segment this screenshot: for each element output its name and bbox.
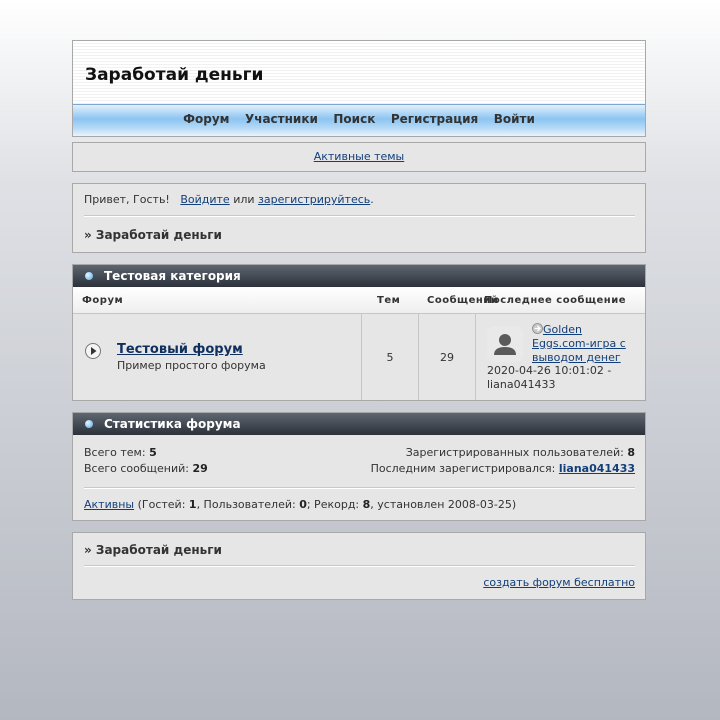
avatar-icon — [487, 326, 523, 362]
category-title: Тестовая категория — [104, 269, 241, 283]
create-forum-link[interactable]: создать форум бесплатно — [483, 576, 635, 589]
forum-topics-count: 5 — [386, 351, 394, 364]
guests-label: (Гостей: — [137, 498, 186, 511]
forum-link[interactable]: Тестовый форум — [117, 342, 243, 357]
forum-status-icon — [84, 342, 102, 360]
active-topics-link[interactable]: Активные темы — [313, 150, 405, 163]
record-label: ; Рекорд: — [306, 498, 360, 511]
users-value: 0 — [299, 498, 307, 511]
category-table — [72, 264, 646, 401]
registered-users-value: 8 — [627, 446, 635, 459]
main-navigation — [73, 104, 645, 136]
welcome-panel — [72, 183, 646, 253]
total-topics — [84, 446, 157, 459]
record-value: 8 — [362, 498, 371, 511]
period-text: . — [370, 193, 374, 206]
col-forum: Форум — [82, 295, 124, 306]
divider — [84, 565, 635, 567]
last-post — [532, 323, 636, 365]
col-posts: Сообщений — [427, 295, 499, 306]
stats-title: Статистика форума — [104, 417, 241, 431]
total-posts — [84, 462, 208, 475]
nav-members[interactable]: Участники — [244, 112, 318, 126]
forum-row — [73, 314, 645, 400]
last-registered-label: Последним зарегистрировался: — [370, 462, 556, 475]
nav-search[interactable]: Поиск — [333, 112, 376, 126]
login-link[interactable]: Войдите — [180, 193, 230, 206]
last-registered-user-link[interactable]: liana041433 — [558, 462, 635, 475]
column-headers — [73, 287, 645, 314]
site-header — [72, 40, 646, 137]
total-topics-label: Всего тем: — [84, 446, 146, 459]
category-header — [73, 265, 645, 287]
footer-breadcrumb[interactable]: » Заработай деньги — [84, 543, 222, 557]
guests-value: 1 — [188, 498, 197, 511]
or-text: или — [233, 193, 255, 206]
total-posts-value: 29 — [192, 462, 208, 475]
online-stats — [84, 498, 516, 511]
greeting-text: Привет, Гость! — [84, 193, 170, 206]
registered-users — [406, 446, 635, 459]
stats-header — [73, 413, 645, 435]
bullet-icon — [85, 420, 93, 428]
record-date: , установлен 2008-03-25) — [370, 498, 517, 511]
last-registered — [371, 462, 635, 475]
go-to-post-icon[interactable] — [532, 323, 543, 334]
active-topics-bar — [72, 142, 646, 172]
last-post-link[interactable]: Golden Eggs.com-игра с выводом денег — [532, 323, 626, 364]
users-label: , Пользователей: — [196, 498, 296, 511]
divider — [84, 487, 635, 489]
register-link[interactable]: зарегистрируйтесь — [258, 193, 371, 206]
forum-stats — [72, 412, 646, 521]
nav-login[interactable]: Войти — [493, 112, 535, 126]
divider — [84, 215, 635, 217]
forum-posts-count: 29 — [440, 351, 454, 364]
total-posts-label: Всего сообщений: — [84, 462, 189, 475]
last-post-meta: 2020-04-26 10:01:02 - liana041433 — [487, 364, 612, 391]
online-users-link[interactable]: Активны — [84, 498, 135, 511]
bullet-icon — [85, 272, 93, 280]
col-last-post: Последнее сообщение — [484, 295, 626, 306]
forum-description: Пример простого форума — [117, 359, 266, 372]
nav-register[interactable]: Регистрация — [390, 112, 479, 126]
welcome-line — [84, 193, 374, 206]
site-title: Заработай деньги — [85, 65, 264, 85]
nav-forum[interactable]: Форум — [183, 112, 230, 126]
total-topics-value: 5 — [149, 446, 157, 459]
registered-users-label: Зарегистрированных пользователей: — [405, 446, 624, 459]
footer-panel — [72, 532, 646, 600]
col-topics: Тем — [377, 295, 401, 306]
breadcrumb[interactable]: » Заработай деньги — [84, 228, 222, 242]
